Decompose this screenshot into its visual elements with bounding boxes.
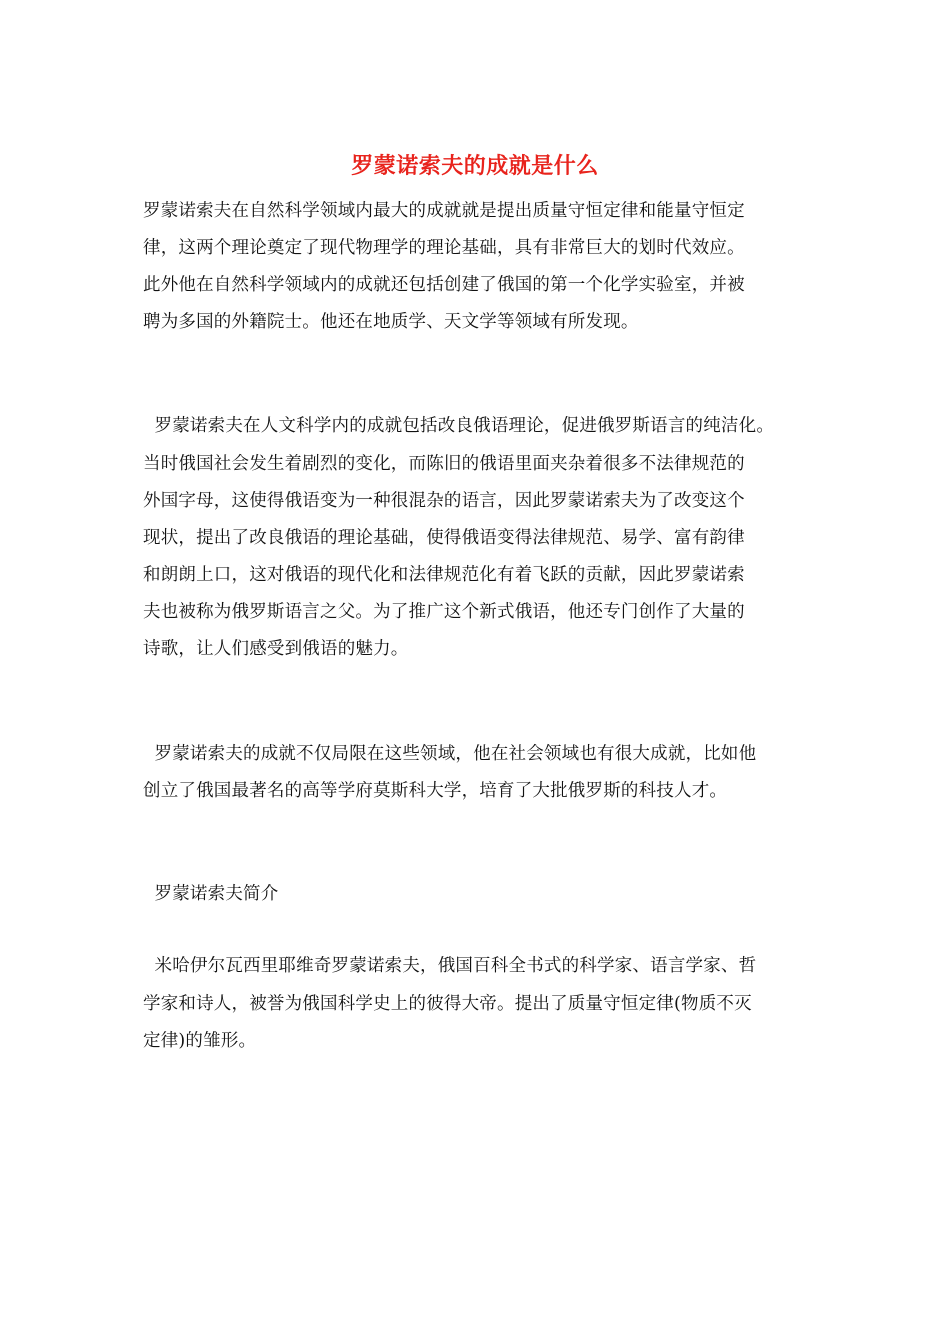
paragraph-2-line-2: 当时俄国社会发生着剧烈的变化，而陈旧的俄语里面夹杂着很多不法律规范的 <box>143 454 745 474</box>
document-title: 罗蒙诺索夫的成就是什么 <box>351 153 599 179</box>
paragraph-1-line-1: 罗蒙诺索夫在自然科学领域内最大的成就就是提出质量守恒定律和能量守恒定 <box>143 201 745 221</box>
paragraph-3-line-1: 罗蒙诺索夫的成就不仅局限在这些领域，他在社会领域也有很大成就，比如他 <box>143 744 757 764</box>
paragraph-2-line-6: 夫也被称为俄罗斯语言之父。为了推广这个新式俄语，他还专门创作了大量的 <box>143 602 745 622</box>
paragraph-2-line-4: 现状，提出了改良俄语的理论基础，使得俄语变得法律规范、易学、富有韵律 <box>143 528 745 548</box>
paragraph-1-line-4: 聘为多国的外籍院士。他还在地质学、天文学等领域有所发现。 <box>143 312 639 332</box>
paragraph-4-line-3: 定律)的雏形。 <box>143 1031 257 1051</box>
paragraph-4-line-1: 米哈伊尔瓦西里耶维奇罗蒙诺索夫，俄国百科全书式的科学家、语言学家、哲 <box>143 956 757 976</box>
paragraph-4-line-2: 学家和诗人，被誉为俄国科学史上的彼得大帝。提出了质量守恒定律(物质不灭 <box>143 994 752 1014</box>
section-heading: 罗蒙诺索夫简介 <box>143 884 279 904</box>
paragraph-2-line-7: 诗歌，让人们感受到俄语的魅力。 <box>143 639 409 659</box>
paragraph-2-line-3: 外国字母，这使得俄语变为一种很混杂的语言，因此罗蒙诺索夫为了改变这个 <box>143 491 745 511</box>
paragraph-2-line-5: 和朗朗上口，这对俄语的现代化和法律规范化有着飞跃的贡献，因此罗蒙诺索 <box>143 565 745 585</box>
paragraph-1-line-2: 律，这两个理论奠定了现代物理学的理论基础，具有非常巨大的划时代效应。 <box>143 238 745 258</box>
paragraph-1-line-3: 此外他在自然科学领域内的成就还包括创建了俄国的第一个化学实验室，并被 <box>143 275 745 295</box>
paragraph-2-line-1: 罗蒙诺索夫在人文科学内的成就包括改良俄语理论，促进俄罗斯语言的纯洁化。 <box>143 416 775 436</box>
paragraph-3-line-2: 创立了俄国最著名的高等学府莫斯科大学，培育了大批俄罗斯的科技人才。 <box>143 781 728 801</box>
